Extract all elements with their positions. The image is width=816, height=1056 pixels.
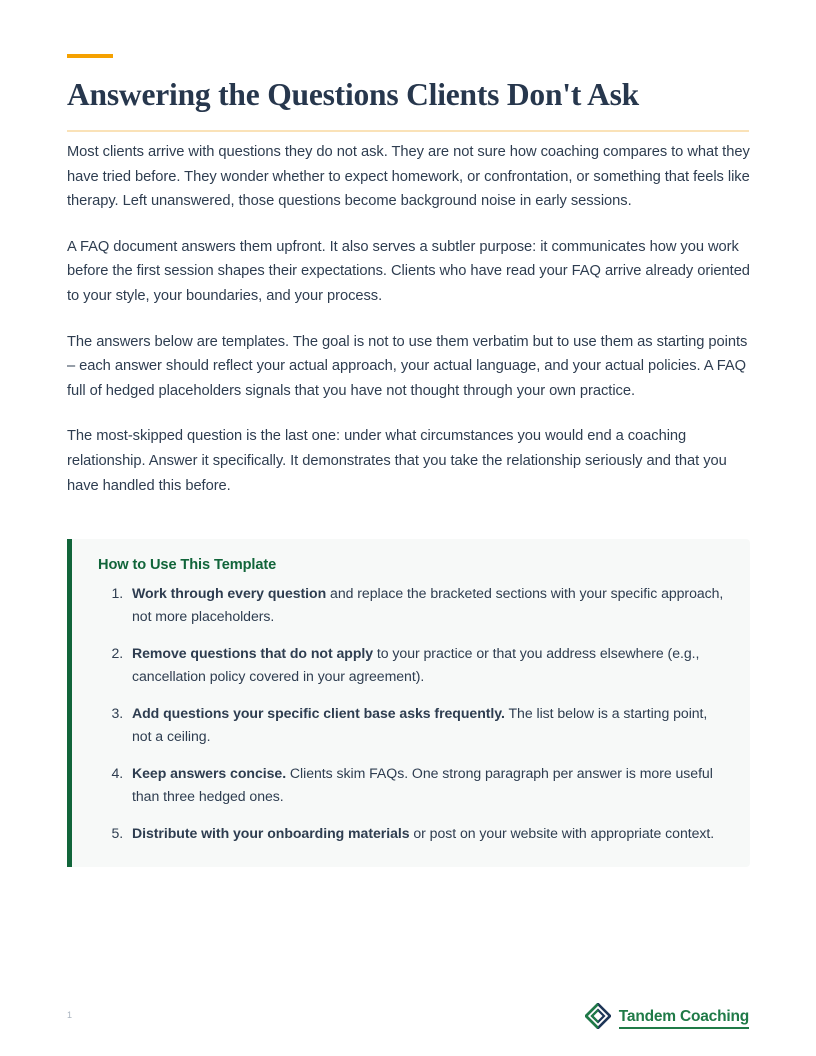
brand-name: Tandem Coaching: [619, 1008, 749, 1028]
title-accent-bar: [67, 54, 113, 58]
list-item-rest: or post on your website with appropriate context.: [409, 825, 715, 841]
list-item-rest: to your practice or that you address elsewhere (e.g., cancellation policy covered in your agreement).: [132, 645, 700, 684]
brand-lockup: [585, 1003, 749, 1034]
body-paragraph: The most-skipped question is the last one: under what circumstances you would end a coaching relationship. Answer it specifically. It demonstrates that you take the relationship seriously and that you have handled this before.: [67, 428, 727, 494]
callout-title: How to Use This Template: [98, 557, 277, 573]
list-item-lead: Work through every question: [132, 585, 327, 601]
body-paragraph: A FAQ document answers them upfront. It also serves a subtler purpose: it communicates how you work before the first session shapes their expectations. Clients who have read your FAQ arrive already oriented to your style, your boundaries, and your process.: [67, 238, 750, 304]
list-item: [127, 762, 724, 808]
how-to-use-callout: [67, 539, 750, 867]
document-header: [67, 54, 749, 132]
list-item-lead: Remove questions that do not apply: [132, 645, 374, 661]
list-item: [127, 702, 724, 748]
list-item-rest: Clients skim FAQs. One strong paragraph per answer is more useful than three hedged ones.: [132, 765, 713, 804]
list-item-lead: Keep answers concise.: [132, 765, 287, 781]
page-number: 1: [67, 1010, 73, 1020]
document-body: [67, 140, 750, 498]
diamond-logo-icon: [585, 1003, 611, 1034]
list-item-rest: The list below is a starting point, not a ceiling.: [132, 705, 708, 744]
title-divider: [67, 130, 749, 132]
list-item: [127, 642, 724, 688]
body-paragraph: The answers below are templates. The goal is not to use them verbatim but to use them as starting points – each answer should reflect your actual approach, your actual language, and your actual policies. A FAQ full of hedged placeholders signals that you have not thought through your own practice.: [67, 333, 748, 399]
page-title: Answering the Questions Clients Don't Ask: [67, 77, 639, 112]
list-item-rest: and replace the bracketed sections with your specific approach, not more placeholders.: [132, 585, 724, 624]
document-footer: [0, 1000, 816, 1040]
list-item-lead: Add questions your specific client base asks frequently.: [132, 705, 505, 721]
list-item: [127, 582, 724, 628]
list-item-lead: Distribute with your onboarding materials: [132, 825, 410, 841]
body-paragraph: Most clients arrive with questions they do not ask. They are not sure how coaching compares to what they have tried before. They wonder whether to expect homework, or confrontation, or something that feels like therapy. Left unanswered, those questions become background noise in early sessions.: [67, 144, 750, 210]
callout-instruction-list: [98, 582, 724, 845]
list-item: [127, 822, 724, 845]
